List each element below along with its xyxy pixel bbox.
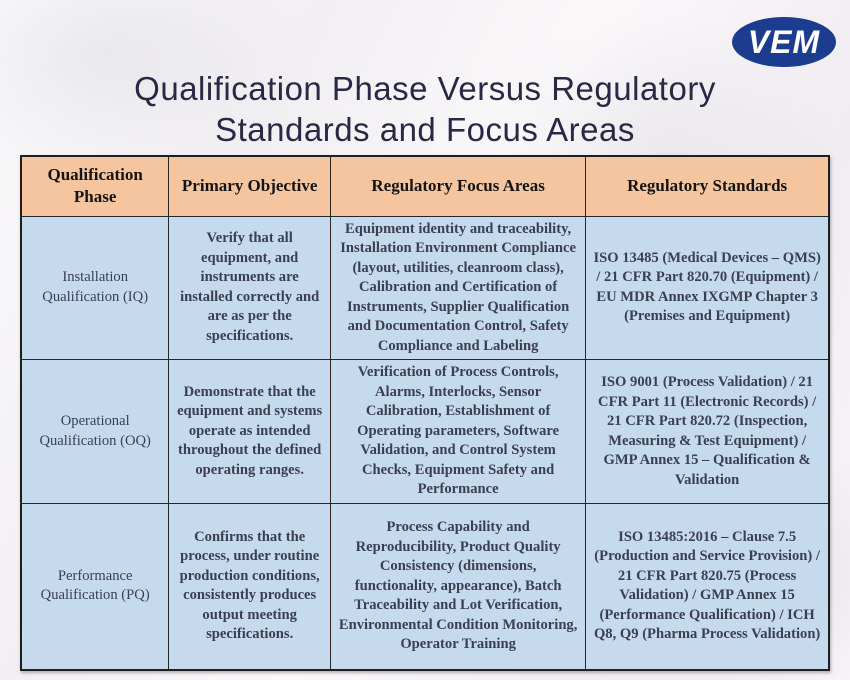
oq-focus-cell: Verification of Process Controls, Alarms, Interlocks, Sensor Calibration, Establishment of Operating parameters, Software Validation, and Control System Checks, Equipment Safety and Performance	[330, 360, 585, 504]
svg-text:VEM: VEM	[747, 24, 821, 60]
pq-objective-cell: Confirms that the process, under routine production conditions, consistently produces output meeting specifications.	[169, 504, 331, 670]
oq-standards-cell: ISO 9001 (Process Validation) / 21 CFR Part 11 (Electronic Records) / 21 CFR Part 820.72 (Inspection, Measuring & Test Equipment) / GMP Annex 15 – Qualification & Validation	[586, 360, 829, 504]
header-primary-objective: Primary Objective	[169, 156, 331, 216]
header-qualification-phase: Qualification Phase	[21, 156, 169, 216]
table-header-row	[21, 156, 829, 216]
oq-phase-cell: Operational Qualification (OQ)	[21, 360, 169, 504]
pq-focus-cell: Process Capability and Reproducibility, Product Quality Consistency (dimensions, functionality, appearance), Batch Traceability and Lot Verification, Environmental Condition Monitoring, Operator Training	[330, 504, 585, 670]
page-title-line1: Qualification Phase Versus Regulatory	[134, 70, 716, 107]
table-row-oq	[21, 360, 829, 504]
iq-standards-cell: ISO 13485 (Medical Devices – QMS) / 21 CFR Part 820.70 (Equipment) / EU MDR Annex IXGMP Chapter 3 (Premises and Equipment)	[586, 216, 829, 360]
header-regulatory-standards: Regulatory Standards	[586, 156, 829, 216]
iq-objective-cell: Verify that all equipment, and instruments are installed correctly and are as per the specifications.	[169, 216, 331, 360]
page-title-line2: Standards and Focus Areas	[215, 111, 635, 148]
page-title	[0, 68, 850, 150]
table-row-iq	[21, 216, 829, 360]
vem-logo-icon	[730, 14, 838, 70]
table-row-pq	[21, 504, 829, 670]
pq-phase-cell: Performance Qualification (PQ)	[21, 504, 169, 670]
iq-phase-cell: Installation Qualification (IQ)	[21, 216, 169, 360]
qualification-table	[20, 155, 830, 671]
oq-objective-cell: Demonstrate that the equipment and systems operate as intended throughout the defined operating ranges.	[169, 360, 331, 504]
pq-standards-cell: ISO 13485:2016 – Clause 7.5 (Production and Service Provision) / 21 CFR Part 820.75 (Process Validation) / GMP Annex 15 (Performance Qualification) / ICH Q8, Q9 (Pharma Process Validation)	[586, 504, 829, 670]
header-regulatory-focus: Regulatory Focus Areas	[330, 156, 585, 216]
iq-focus-cell: Equipment identity and traceability, Installation Environment Compliance (layout, utilities, cleanroom class), Calibration and Certification of Instruments, Supplier Qualification and Documentation Control, Safety Compliance and Labeling	[330, 216, 585, 360]
